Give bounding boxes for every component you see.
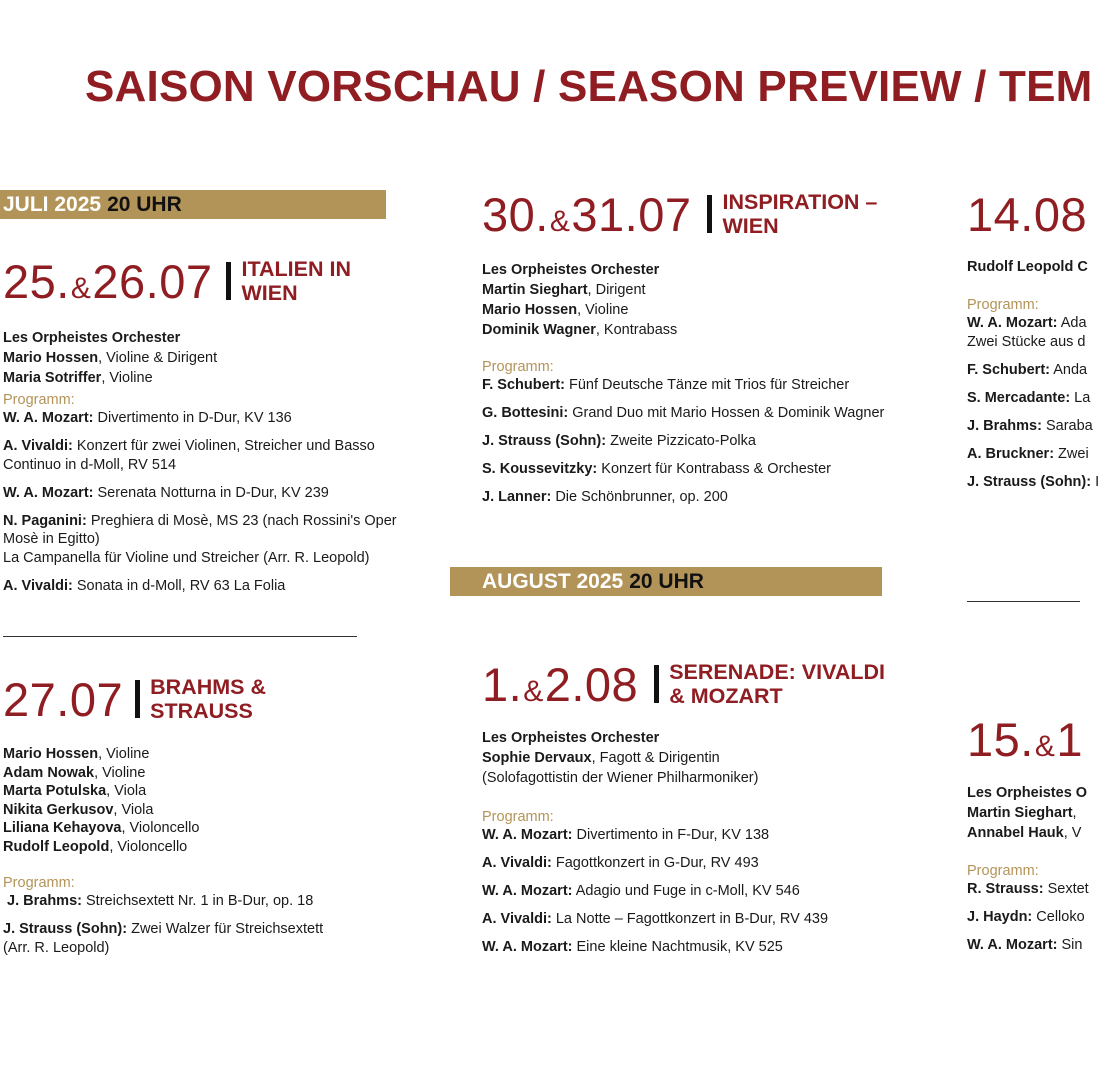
performer-line: Martin Sieghart, <box>967 805 1077 821</box>
concert-header <box>3 252 423 310</box>
program-item: J. Strauss (Sohn): I <box>967 473 1099 490</box>
performer-line: Les Orpheistes Orchester <box>3 330 181 346</box>
concert-header <box>967 710 1083 768</box>
concert-30-31-07 <box>482 185 922 507</box>
program-item: A. Bruckner: Zwei <box>967 445 1089 462</box>
performer-line: Les Orpheistes O <box>967 785 1088 801</box>
title-divider <box>654 665 659 703</box>
performer-line: Mario Hossen, Violine <box>482 302 629 318</box>
time-label: 20 UHR <box>107 193 182 216</box>
title-divider <box>707 195 712 233</box>
performer-line: Annabel Hauk, V <box>967 825 1082 841</box>
concert-date: 27.07 <box>3 672 124 726</box>
concert-header <box>482 655 922 713</box>
concert-15-08 <box>967 710 1089 955</box>
program-item: G. Bottesini: Grand Duo mit Mario Hossen & Dominik Wagner <box>482 405 885 421</box>
performer-line: Rudolf Leopold C <box>967 259 1088 275</box>
program-label: Programm: <box>3 392 75 408</box>
title-divider <box>226 262 231 300</box>
program-item: N. Paganini: Preghiera di Mosè, MS 23 (nach Rossini's Oper Mosè in Egitto) La Campanella für Violine und Streicher (Arr. R. Leopold) <box>3 512 397 566</box>
month-bar-july <box>0 190 386 219</box>
section-divider <box>3 636 357 637</box>
program-label: Programm: <box>967 297 1039 313</box>
program-list <box>3 409 408 595</box>
program-item: R. Strauss: Sextet <box>967 881 1089 897</box>
concert-1-2-08 <box>482 655 922 957</box>
program-item: J. Lanner: Die Schönbrunner, op. 200 <box>482 489 728 505</box>
performer-line: Marta Potulska, Viola <box>3 783 147 799</box>
concert-header <box>967 185 1088 243</box>
program-list <box>482 826 922 957</box>
performer-line: Rudolf Leopold, Violoncello <box>3 838 188 855</box>
concert-title: ITALIEN IN WIEN <box>241 257 351 305</box>
program-item: F. Schubert: Fünf Deutsche Tänze mit Trios für Streicher <box>482 377 850 393</box>
program-item: W. A. Mozart: Divertimento in D-Dur, KV 136 <box>3 410 292 426</box>
concert-date: 30.&31.07 <box>482 187 692 241</box>
program-item: J. Haydn: Celloko <box>967 909 1085 925</box>
performer-line: Nikita Gerkusov, Viola <box>3 801 154 818</box>
concert-title: BRAHMS & STRAUSS <box>150 675 266 723</box>
concert-date: 1.&2.08 <box>482 657 639 711</box>
performers-list <box>3 328 423 388</box>
performers-list <box>3 745 423 856</box>
performers-list <box>482 728 922 788</box>
concert-date: 25.&26.07 <box>3 254 213 308</box>
performer-line: (Solofagottistin der Wiener Philharmoniker) <box>482 770 759 786</box>
program-item: A. Vivaldi: Sonata in d-Moll, RV 63 La Folia <box>3 577 286 594</box>
section-divider <box>967 601 1080 602</box>
program-list <box>967 880 1089 955</box>
performer-line: Les Orpheistes Orchester <box>482 730 660 746</box>
performer-line: Maria Sotriffer, Violine <box>3 370 153 386</box>
program-item: J. Strauss (Sohn): Zwei Walzer für Streichsextett (Arr. R. Leopold) <box>3 921 324 956</box>
concert-25-26-07 <box>3 252 423 595</box>
performer-line: Les Orpheistes Orchester <box>482 262 660 278</box>
performer-line: Liliana Kehayova, Violoncello <box>3 820 200 836</box>
concert-27-07 <box>3 670 423 957</box>
program-label: Programm: <box>482 809 554 825</box>
concert-header <box>3 670 423 728</box>
page-title: SAISON VORSCHAU / SEASON PREVIEW / TEM <box>85 62 1093 111</box>
program-list <box>482 376 922 507</box>
title-divider <box>135 680 140 718</box>
program-item: J. Strauss (Sohn): Zweite Pizzicato-Polka <box>482 433 756 449</box>
performer-line: Sophie Dervaux, Fagott & Dirigentin <box>482 750 720 766</box>
program-list <box>967 314 1099 491</box>
concert-header <box>482 185 922 243</box>
program-item: W. A. Mozart: Adagio und Fuge in c-Moll, KV 546 <box>482 883 800 899</box>
concert-date: 14.08 <box>967 187 1088 241</box>
program-list <box>3 892 333 957</box>
concert-14-08 <box>967 185 1099 491</box>
program-item: S. Mercadante: La <box>967 389 1091 406</box>
concert-title: SERENADE: VIVALDI & MOZART <box>669 660 886 708</box>
program-item: S. Koussevitzky: Konzert für Kontrabass & Orchester <box>482 461 831 477</box>
performers-list <box>482 260 922 340</box>
performer-line: Adam Nowak, Violine <box>3 764 146 781</box>
program-item: W. A. Mozart: Ada Zwei Stücke aus d <box>967 315 1087 350</box>
month-label: JULI 2025 <box>3 193 102 216</box>
performers-list <box>967 783 1088 843</box>
time-label: 20 UHR <box>629 570 704 593</box>
performers-list <box>967 257 1088 277</box>
program-item: W. A. Mozart: Serenata Notturna in D-Dur, KV 239 <box>3 484 329 501</box>
concert-title: INSPIRATION – WIEN <box>722 190 878 238</box>
program-label: Programm: <box>482 359 554 375</box>
program-item: W. A. Mozart: Divertimento in F-Dur, KV 138 <box>482 827 770 843</box>
performer-line: Mario Hossen, Violine <box>3 746 150 762</box>
program-item: A. Vivaldi: Fagottkonzert in G-Dur, RV 493 <box>482 855 759 871</box>
concert-date: 15.&1 <box>967 712 1083 766</box>
program-label: Programm: <box>3 875 75 891</box>
program-label: Programm: <box>967 863 1039 879</box>
program-item: W. A. Mozart: Sin <box>967 937 1083 953</box>
performer-line: Martin Sieghart, Dirigent <box>482 282 646 298</box>
month-bar-august <box>450 567 882 596</box>
program-item: W. A. Mozart: Eine kleine Nachtmusik, KV 525 <box>482 939 783 955</box>
performer-line: Mario Hossen, Violine & Dirigent <box>3 350 218 366</box>
program-item: F. Schubert: Anda <box>967 361 1088 378</box>
program-item: A. Vivaldi: Konzert für zwei Violinen, Streicher und Basso Continuo in d-Moll, RV 514 <box>3 438 375 473</box>
program-item: J. Brahms: Saraba <box>967 417 1093 434</box>
program-item: J. Brahms: Streichsextett Nr. 1 in B-Dur, op. 18 <box>3 893 314 909</box>
performer-line: Dominik Wagner, Kontrabass <box>482 322 678 338</box>
program-item: A. Vivaldi: La Notte – Fagottkonzert in B-Dur, RV 439 <box>482 911 829 927</box>
month-label: AUGUST 2025 <box>482 570 624 593</box>
